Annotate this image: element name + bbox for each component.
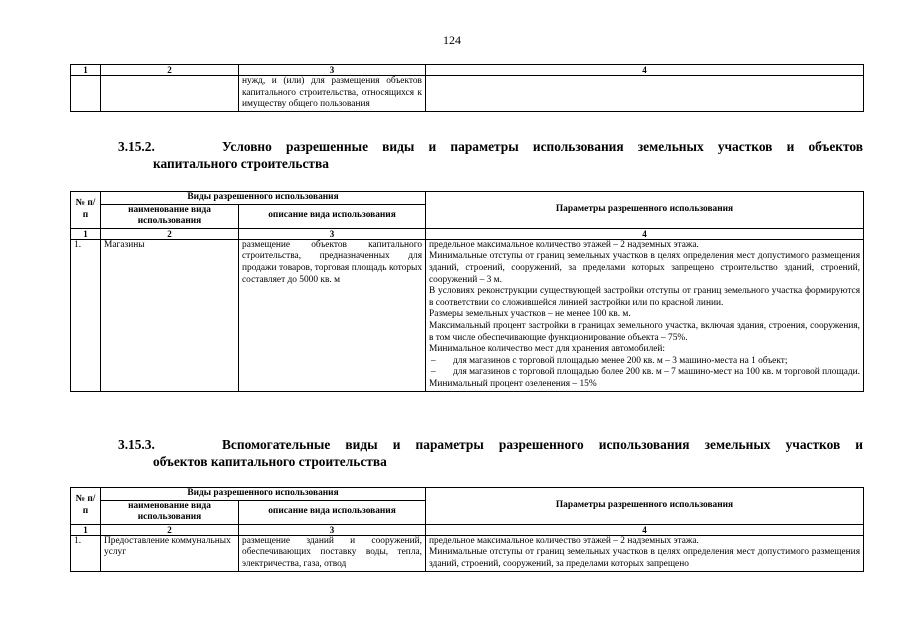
use-name: Магазины <box>101 239 239 391</box>
col-number: 2 <box>101 228 239 239</box>
header-params: Параметры разрешенного использования <box>426 192 864 229</box>
header-name: наименование вида использования <box>101 204 239 228</box>
table-conditional-uses <box>70 191 864 392</box>
header-desc: описание вида использования <box>239 204 426 228</box>
param-bullet: – для магазинов с торговой площадью более 200 кв. м – 7 машино-мест на 100 кв. м торговой площади. <box>429 367 860 379</box>
use-params <box>426 239 864 391</box>
param-line: Максимальный процент застройки в границах земельного участка, включая здания, строения, сооружения, в том числе обеспечивающие функционирование объекта – 75%. <box>429 320 861 343</box>
header-num: № п/п <box>71 488 101 525</box>
use-params <box>426 535 864 571</box>
col-number: 2 <box>101 524 239 535</box>
section-title-line2: объектов капитального строительства <box>153 454 387 469</box>
param-line: Минимальное количество мест для хранения автомобилей: <box>429 344 666 355</box>
param-line: Размеры земельных участков – не менее 100 кв. м. <box>429 309 631 320</box>
section-title-line1: Условно разрешенные виды и параметры использования земельных участков и объектов <box>222 139 863 154</box>
section-number: 3.15.3. <box>118 437 155 452</box>
param-line: Минимальный процент озеленения – 15% <box>429 378 597 389</box>
section-title-line2: капитального строительства <box>153 156 329 171</box>
col-number: 4 <box>426 524 864 535</box>
use-desc: размещение объектов капитального строительства, предназначенных для продажи товаров, торговая площадь которых составляет до 5000 кв. м <box>239 239 426 391</box>
page-number: 124 <box>443 33 461 47</box>
header-group: Виды разрешенного использования <box>101 192 426 205</box>
header-num: № п/п <box>71 192 101 229</box>
param-line: Минимальные отступы от границ земельных участков в целях определения мест допустимого размещения зданий, строений, сооружений, за пределами которых запрещено <box>429 547 861 569</box>
param-line: предельное максимальное количество этажей – 2 надземных этажа. <box>429 239 699 250</box>
param-line: В условиях реконструкции существующей застройки отступы от границ земельного участка формируются в соответствии со сложившейся линией застройки или по красной линии. <box>429 286 861 308</box>
table-row <box>71 76 864 112</box>
param-line: предельное максимальное количество этажей – 2 надземных этажа. <box>429 535 699 546</box>
col-number: 2 <box>101 65 239 76</box>
column-number-row <box>71 228 864 239</box>
table-header-row <box>71 488 864 501</box>
param-line: Минимальные отступы от границ земельных участков в целях определения мест допустимого размещения зданий, строений, сооружений, за пределами которых запрещено строительство зданий, строений, сооружений – 3 м. <box>429 251 861 285</box>
use-name: Предоставление коммунальных услуг <box>101 535 239 571</box>
param-bullet: – для магазинов с торговой площадью менее 200 кв. м – 3 машино-места на 1 объект; <box>429 356 860 368</box>
table-fragment-top <box>70 64 864 112</box>
table-row <box>71 535 864 571</box>
desc-cell: нужд, и (или) для размещения объектов капитального строительства, относящихся к имуществу общего пользования <box>239 76 426 112</box>
section-heading-3-15-3 <box>118 436 863 470</box>
row-num: 1. <box>71 239 101 391</box>
col-number: 3 <box>239 65 426 76</box>
section-heading-3-15-2 <box>118 138 863 172</box>
table-row <box>71 239 864 391</box>
section-title-line1: Вспомогательные виды и параметры разрешенного использования земельных участков и <box>222 437 863 452</box>
col-number: 4 <box>426 228 864 239</box>
use-desc: размещение зданий и сооружений, обеспечивающих поставку воды, тепла, электричества, газа, отвод <box>239 535 426 571</box>
col-number: 1 <box>71 65 101 76</box>
section-number: 3.15.2. <box>118 139 155 154</box>
header-desc: описание вида использования <box>239 500 426 524</box>
header-name: наименование вида использования <box>101 500 239 524</box>
header-params: Параметры разрешенного использования <box>426 488 864 525</box>
row-num: 1. <box>71 535 101 571</box>
column-number-row <box>71 524 864 535</box>
table-auxiliary-uses <box>70 487 864 572</box>
col-number: 1 <box>71 228 101 239</box>
column-number-row <box>71 65 864 76</box>
col-number: 3 <box>239 228 426 239</box>
col-number: 3 <box>239 524 426 535</box>
header-group: Виды разрешенного использования <box>101 488 426 501</box>
col-number: 4 <box>426 65 864 76</box>
col-number: 1 <box>71 524 101 535</box>
table-header-row <box>71 192 864 205</box>
